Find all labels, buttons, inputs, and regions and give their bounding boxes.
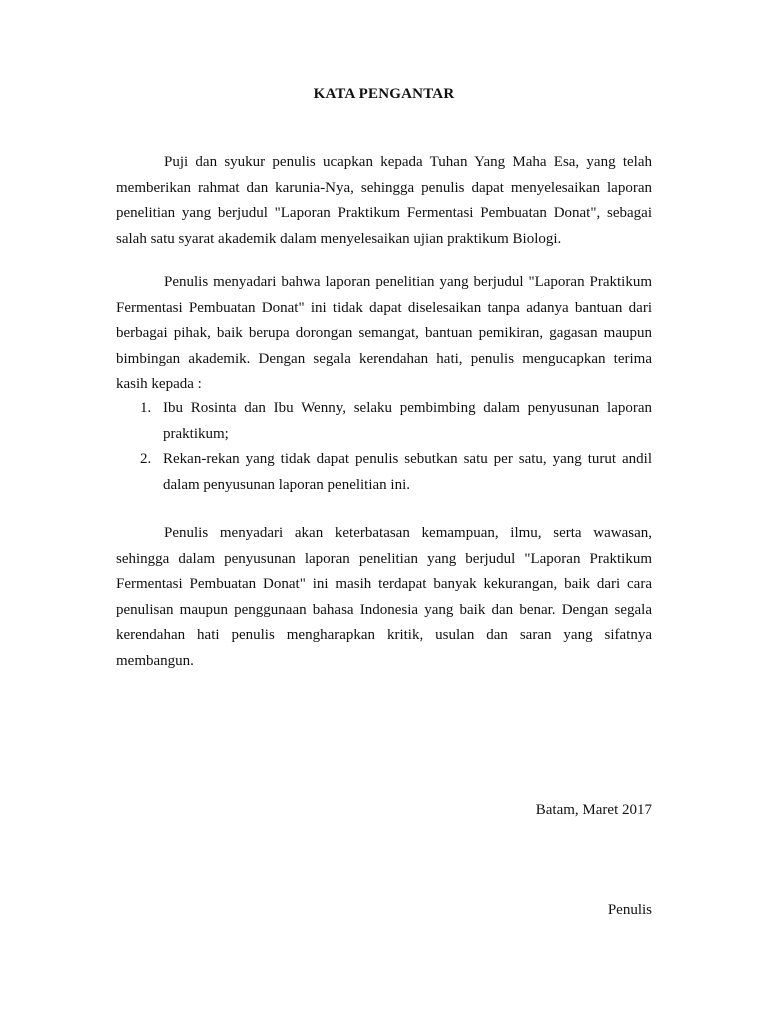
thanks-list <box>116 396 652 498</box>
list-item <box>116 396 652 447</box>
list-item-text: Rekan-rekan yang tidak dapat penulis sebutkan satu per satu, yang turut andil dalam penyusunan laporan penelitian ini. <box>163 451 652 493</box>
list-item-number: 1. <box>140 400 152 416</box>
place-date: Batam, Maret 2017 <box>535 802 652 818</box>
paragraph-closing: Penulis menyadari akan keterbatasan kemampuan, ilmu, serta wawasan, sehingga dalam penyusunan laporan penelitian yang berjudul "Laporan Praktikum Fermentasi Pembuatan Donat" ini masih terdapat banyak kekurangan, baik dari cara penulisan maupun penggunaan bahasa Indonesia yang baik dan benar. Dengan segala kerendahan hati penulis mengharapkan kritik, usulan dan saran yang sifatnya membangun. <box>116 525 652 669</box>
paragraph-opening: Puji dan syukur penulis ucapkan kepada Tuhan Yang Maha Esa, yang telah memberikan rahmat dan karunia-Nya, sehingga penulis dapat menyelesaikan laporan penelitian yang berjudul "Laporan Praktikum Fermentasi Pembuatan Donat", sebagai salah satu syarat akademik dalam menyelesaikan ujian praktikum Biologi. <box>116 154 652 247</box>
list-item <box>116 447 652 498</box>
page-title: KATA PENGANTAR <box>313 86 455 102</box>
paragraph-acknowledgement: Penulis menyadari bahwa laporan penelitian yang berjudul "Laporan Praktikum Fermentasi Pembuatan Donat" ini tidak dapat diselesaikan tanpa adanya bantuan dari berbagai pihak, baik berupa dorongan semangat, bantuan pemikiran, gagasan maupun bimbingan akademik. Dengan segala kerendahan hati, penulis mengucapkan terima kasih kepada : <box>116 274 652 392</box>
signature-author: Penulis <box>607 902 652 918</box>
list-item-text: Ibu Rosinta dan Ibu Wenny, selaku pembimbing dalam penyusunan laporan praktikum; <box>163 400 652 442</box>
list-item-number: 2. <box>140 451 152 467</box>
